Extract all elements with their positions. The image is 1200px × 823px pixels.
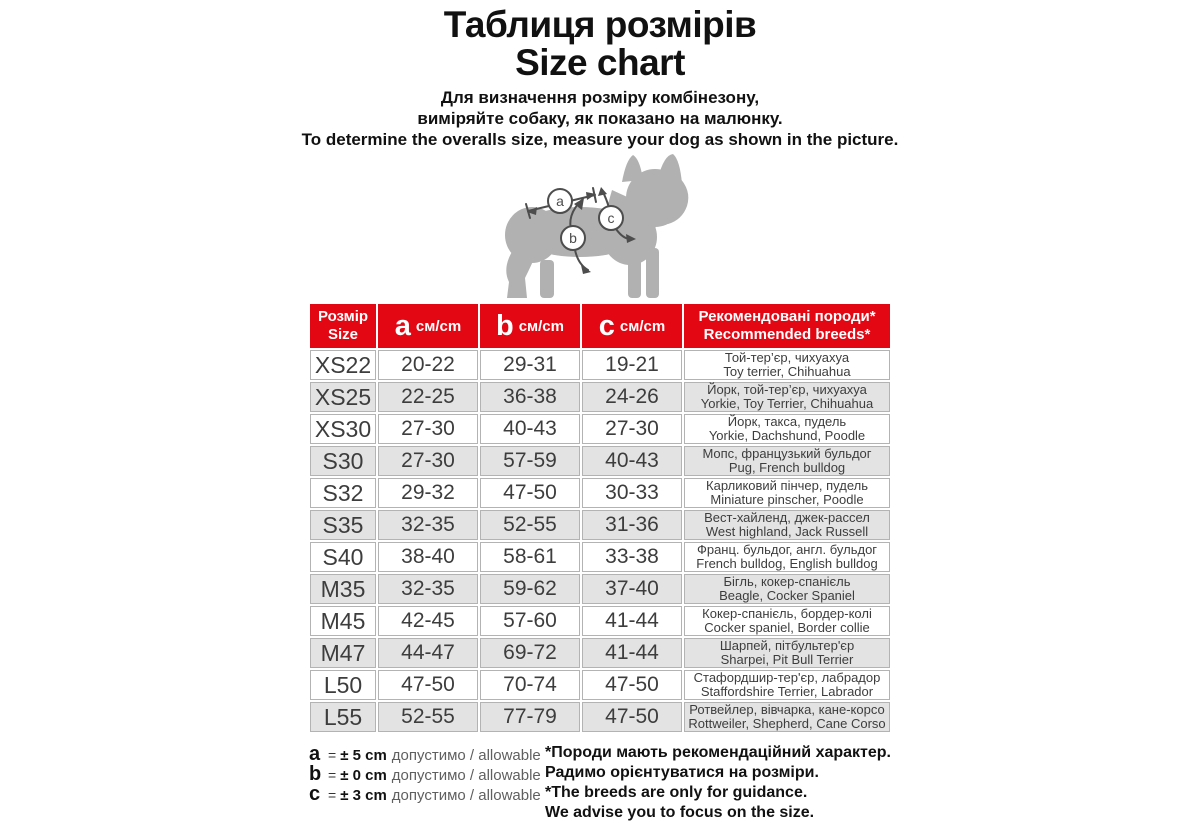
b-cell: 69-72	[480, 638, 580, 668]
dog-hind-leg-near	[506, 250, 536, 298]
a-cell: 27-30	[378, 446, 478, 476]
c-cell: 40-43	[582, 446, 682, 476]
page-title	[0, 0, 1200, 82]
a-cell: 44-47	[378, 638, 478, 668]
breeds-ua: Йорк, той-тер’єр, чихуахуа	[707, 382, 867, 397]
breeds-ua: Йорк, такса, пудель	[727, 414, 847, 429]
size-cell: S40	[310, 542, 376, 572]
breeds-en: Staffordshire Terrier, Labrador	[700, 684, 874, 699]
instructions	[0, 87, 1200, 150]
table-row	[310, 382, 890, 412]
dog-front-leg-far	[628, 248, 641, 298]
size-cell: XS22	[310, 350, 376, 380]
tolerance-c-letter: c	[309, 783, 321, 805]
b-cell: 29-31	[480, 350, 580, 380]
size-cell: S35	[310, 510, 376, 540]
dog-muzzle	[664, 176, 688, 224]
header-size-ua: Розмір	[317, 308, 369, 325]
size-cell: S32	[310, 478, 376, 508]
breeds-disclaimer	[545, 743, 891, 823]
tolerance-b-note: допустимо / allowable	[391, 767, 541, 784]
breeds-en: Pug, French bulldog	[728, 460, 846, 475]
b-cell: 57-60	[480, 606, 580, 636]
table-row	[310, 510, 890, 540]
c-cell: 47-50	[582, 702, 682, 732]
arrow-c-head-top	[598, 187, 607, 196]
table-row	[310, 670, 890, 700]
dog-silhouette	[505, 154, 688, 298]
breeds-en: Yorkie, Dachshund, Poodle	[708, 428, 866, 443]
header-b-letter: b	[495, 309, 514, 342]
table-row	[310, 702, 890, 732]
breeds-en: Toy terrier, Chihuahua	[723, 364, 851, 379]
tolerance-b-equals: =	[328, 767, 337, 783]
tolerance-a	[309, 743, 541, 763]
size-cell: XS30	[310, 414, 376, 444]
page-title-ua: Таблиця розмірів	[443, 4, 757, 45]
tolerance-a-letter: a	[309, 743, 321, 765]
header-a	[378, 304, 478, 348]
tolerance-c	[309, 783, 541, 803]
measurement-label-a: a	[556, 193, 564, 209]
breeds-cell	[684, 542, 890, 572]
b-cell: 70-74	[480, 670, 580, 700]
a-cell: 42-45	[378, 606, 478, 636]
breeds-en: Cocker spaniel, Border collie	[704, 620, 870, 635]
breeds-cell	[684, 702, 890, 732]
tolerance-notes	[309, 743, 541, 803]
tolerance-b-letter: b	[309, 763, 322, 785]
breeds-ua: Ротвейлер, вівчарка, кане-корсо	[689, 702, 885, 717]
c-cell: 41-44	[582, 606, 682, 636]
header-b-unit: см/cm	[518, 317, 564, 335]
breeds-ua: Вест-хайленд, джек-рассел	[704, 510, 870, 525]
b-cell: 40-43	[480, 414, 580, 444]
breeds-cell	[684, 350, 890, 380]
dog-diagram-svg	[475, 152, 725, 302]
tolerance-c-equals: =	[328, 787, 337, 803]
tolerance-b-value: ± 0 cm	[340, 767, 387, 784]
breeds-ua: Стафордшир-тер'єр, лабрадор	[693, 670, 881, 685]
header-breeds	[684, 304, 890, 348]
breeds-en: Beagle, Cocker Spaniel	[719, 588, 855, 603]
tolerance-c-note: допустимо / allowable	[391, 787, 541, 804]
header-breeds-en: Recommended breeds*	[703, 326, 871, 343]
breeds-cell	[684, 670, 890, 700]
breeds-ua: Шарпей, пітбультер'єр	[719, 638, 855, 653]
instruction-ua-line1: Для визначення розміру комбінезону,	[440, 88, 760, 107]
arrow-b-head-bottom	[581, 265, 591, 274]
a-cell: 32-35	[378, 510, 478, 540]
header-a-unit: см/cm	[415, 317, 462, 335]
footnotes	[309, 743, 891, 823]
table-row	[310, 478, 890, 508]
size-cell: M45	[310, 606, 376, 636]
size-cell: S30	[310, 446, 376, 476]
breeds-cell	[684, 574, 890, 604]
c-cell: 19-21	[582, 350, 682, 380]
a-cell: 32-35	[378, 574, 478, 604]
disclaimer-line-1: *Породи мають рекомендаційний характер.	[545, 744, 891, 761]
disclaimer-line-2: Радимо орієнтуватися на розміри.	[545, 764, 819, 781]
c-cell: 47-50	[582, 670, 682, 700]
header-a-letter: a	[394, 309, 411, 342]
header-b	[480, 304, 580, 348]
header-c	[582, 304, 682, 348]
a-cell: 29-32	[378, 478, 478, 508]
a-cell: 52-55	[378, 702, 478, 732]
size-cell: M47	[310, 638, 376, 668]
size-cell: L55	[310, 702, 376, 732]
c-cell: 33-38	[582, 542, 682, 572]
dog-front-leg-near	[646, 248, 659, 298]
breeds-en: Sharpei, Pit Bull Terrier	[720, 652, 854, 667]
size-cell: L50	[310, 670, 376, 700]
breeds-cell	[684, 382, 890, 412]
table-row	[310, 542, 890, 572]
tolerance-a-value: ± 5 cm	[340, 747, 387, 764]
breeds-en: Rottweiler, Shepherd, Cane Corso	[688, 716, 886, 731]
header-c-letter: c	[598, 309, 615, 342]
size-cell: XS25	[310, 382, 376, 412]
size-cell: M35	[310, 574, 376, 604]
b-cell: 77-79	[480, 702, 580, 732]
breeds-ua: Кокер-спанієль, бордер-колі	[702, 606, 872, 621]
table-row	[310, 638, 890, 668]
a-cell: 47-50	[378, 670, 478, 700]
a-cell: 27-30	[378, 414, 478, 444]
table-row	[310, 574, 890, 604]
breeds-ua: Той-тер’єр, чихуахуа	[724, 350, 850, 365]
tolerance-c-value: ± 3 cm	[340, 787, 387, 804]
dog-hind-leg-far	[540, 260, 554, 298]
header-size	[310, 304, 376, 348]
breeds-cell	[684, 510, 890, 540]
b-cell: 58-61	[480, 542, 580, 572]
b-cell: 36-38	[480, 382, 580, 412]
c-cell: 37-40	[582, 574, 682, 604]
header-size-en: Size	[327, 326, 358, 343]
breeds-en: Yorkie, Toy Terrier, Chihuahua	[700, 396, 874, 411]
a-cell: 20-22	[378, 350, 478, 380]
breeds-cell	[684, 638, 890, 668]
table-row	[310, 606, 890, 636]
size-table	[308, 302, 892, 734]
c-cell: 24-26	[582, 382, 682, 412]
breeds-en: West highland, Jack Russell	[705, 524, 869, 539]
b-cell: 57-59	[480, 446, 580, 476]
breeds-ua: Мопс, французький бульдог	[702, 446, 872, 461]
table-row	[310, 350, 890, 380]
table-row	[310, 414, 890, 444]
disclaimer-line-3: *The breeds are only for guidance.	[545, 784, 808, 801]
header-breeds-ua: Рекомендовані породи*	[698, 308, 876, 325]
breeds-ua: Франц. бульдог, англ. бульдог	[696, 542, 878, 557]
instruction-en: To determine the overalls size, measure your dog as shown in the picture.	[301, 130, 899, 149]
disclaimer-line-4: We advise you to focus on the size.	[545, 804, 815, 821]
b-cell: 52-55	[480, 510, 580, 540]
a-cell: 38-40	[378, 542, 478, 572]
a-cell: 22-25	[378, 382, 478, 412]
c-cell: 30-33	[582, 478, 682, 508]
header-c-unit: см/cm	[619, 317, 666, 335]
tolerance-a-equals: =	[328, 747, 337, 763]
dog-measurement-diagram	[475, 152, 725, 302]
breeds-ua: Бігль, кокер-спанієль	[723, 574, 851, 589]
breeds-ua: Карликовий пінчер, пудель	[706, 478, 868, 493]
breeds-cell	[684, 446, 890, 476]
measurement-label-c: c	[607, 210, 615, 226]
breeds-en: French bulldog, English bulldog	[696, 556, 878, 571]
tolerance-b	[309, 763, 541, 783]
measurement-label-b: b	[569, 230, 577, 246]
table-row	[310, 446, 890, 476]
c-cell: 41-44	[582, 638, 682, 668]
c-cell: 27-30	[582, 414, 682, 444]
tolerance-a-note: допустимо / allowable	[391, 747, 541, 764]
breeds-cell	[684, 478, 890, 508]
breeds-en: Miniature pinscher, Poodle	[710, 492, 864, 507]
b-cell: 47-50	[480, 478, 580, 508]
breeds-cell	[684, 606, 890, 636]
instruction-ua-line2: виміряйте собаку, як показано на малюнку.	[417, 109, 783, 128]
c-cell: 31-36	[582, 510, 682, 540]
page-title-en: Size chart	[515, 42, 685, 83]
table-header-row	[310, 304, 890, 348]
b-cell: 59-62	[480, 574, 580, 604]
breeds-cell	[684, 414, 890, 444]
